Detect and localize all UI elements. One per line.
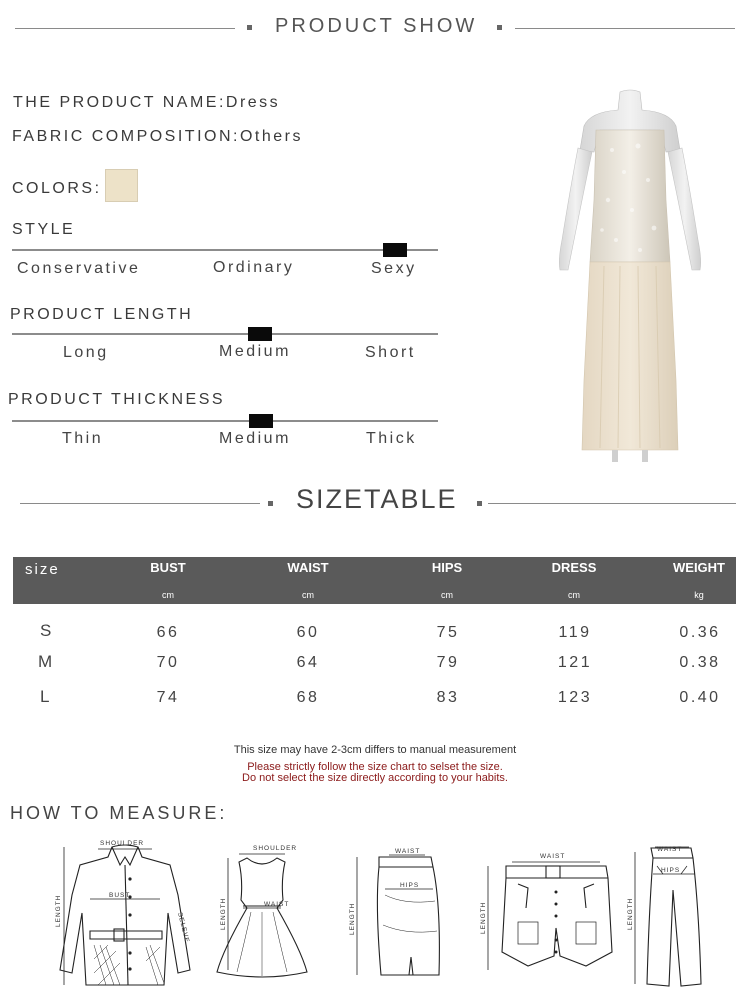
unit-hips: cm (441, 590, 453, 600)
shorts-diagram (478, 848, 613, 973)
sizetable-title: SIZETABLE (296, 484, 458, 514)
sizetable-right-dot (477, 501, 482, 506)
pants-length-label: LENGTH (627, 897, 634, 930)
col-waist: WAIST (287, 560, 329, 575)
style-option-ordinary: Ordinary (213, 259, 295, 276)
skirt-length-label: LENGTH (349, 902, 356, 935)
length-title: PRODUCT LENGTH (10, 306, 194, 323)
cell-dress: 123 (557, 689, 593, 706)
cell-waist: 64 (296, 654, 320, 671)
size-warning-2: Do not select the size directly according to your habits. (242, 772, 508, 784)
style-option-conservative: Conservative (17, 260, 141, 277)
col-weight: WEIGHT (673, 560, 725, 575)
product-photo (520, 80, 740, 470)
cell-waist: 68 (296, 689, 320, 706)
shorts-length-label: LENGTH (480, 901, 487, 934)
cell-weight: 0.38 (679, 654, 721, 671)
jacket-sleeve-label: SELEVE (176, 911, 191, 944)
thickness-title: PRODUCT THICKNESS (8, 391, 226, 408)
unit-weight: kg (694, 590, 704, 600)
style-option-sexy: Sexy (371, 260, 417, 277)
cell-bust: 70 (156, 654, 180, 671)
sizetable-right-rule (488, 503, 736, 504)
product-show-right-rule (515, 28, 735, 29)
cell-weight: 0.36 (679, 624, 721, 641)
jacket-length-label: LENGTH (55, 894, 62, 927)
cell-dress: 119 (558, 624, 592, 641)
thickness-scale-marker (249, 414, 273, 428)
col-hips: HIPS (431, 560, 463, 575)
col-dress: DRESS (551, 560, 597, 575)
pants-waist-label: WAIST (657, 846, 683, 853)
length-scale-marker (248, 327, 272, 341)
cell-size: L (40, 687, 52, 706)
cell-size: S (40, 621, 54, 640)
cell-size: M (38, 652, 55, 671)
product-show-left-rule (15, 28, 235, 29)
cell-bust: 66 (156, 624, 180, 641)
how-to-measure-title: HOW TO MEASURE: (10, 803, 228, 823)
thickness-option-thin: Thin (62, 430, 104, 447)
measurement-note: This size may have 2-3cm differs to manual measurement (233, 744, 517, 756)
sizetable-left-rule (20, 503, 260, 504)
style-scale-marker (383, 243, 407, 257)
fabric-label: FABRIC COMPOSITION: (12, 128, 240, 145)
cell-weight: 0.40 (679, 689, 721, 706)
unit-dress: cm (568, 590, 580, 600)
cell-dress: 121 (557, 654, 593, 671)
dress-diagram (215, 840, 310, 985)
unit-waist: cm (302, 590, 314, 600)
jacket-diagram (50, 835, 200, 995)
color-swatch[interactable] (105, 169, 138, 202)
skirt-waist-label: WAIST (395, 848, 421, 855)
style-title: STYLE (12, 221, 76, 238)
size-warning-1: Please strictly follow the size chart to selset the size. (247, 761, 503, 773)
length-scale-line (12, 333, 438, 335)
fabric-value: Others (239, 128, 303, 145)
pants-diagram (625, 840, 705, 990)
cell-hips: 79 (436, 654, 460, 671)
thickness-option-medium: Medium (219, 430, 291, 447)
jacket-shoulder-label: SHOULDER (100, 840, 145, 847)
col-size: size (25, 561, 60, 578)
shorts-waist-label: WAIST (540, 853, 566, 860)
length-option-short: Short (365, 344, 416, 361)
product-name-value: Dress (225, 94, 281, 111)
length-option-long: Long (63, 344, 109, 361)
product-show-right-dot (497, 25, 502, 30)
product-name-label: THE PRODUCT NAME: (13, 94, 226, 111)
skirt-hips-label: HIPS (400, 882, 420, 889)
skirt-diagram (345, 845, 445, 985)
cell-hips: 75 (436, 624, 460, 641)
style-scale-line (12, 249, 438, 251)
length-option-medium: Medium (219, 343, 291, 360)
size-table-header (13, 557, 736, 604)
dress-length-label: LENGTH (220, 897, 227, 930)
pants-hips-label: HIPS (661, 867, 681, 874)
cell-hips: 83 (436, 689, 460, 706)
unit-bust: cm (162, 590, 174, 600)
product-show-left-dot (247, 25, 252, 30)
colors-label: COLORS: (12, 180, 102, 197)
jacket-bust-label: BUST (109, 892, 131, 899)
product-name (13, 94, 280, 112)
product-show-title: PRODUCT SHOW (275, 15, 478, 37)
col-bust: BUST (150, 560, 186, 575)
thickness-scale-line (12, 420, 438, 422)
sizetable-left-dot (268, 501, 273, 506)
thickness-option-thick: Thick (366, 430, 417, 447)
cell-waist: 60 (296, 624, 320, 641)
dress-waist-label: WAIST (264, 901, 290, 908)
fabric-composition (12, 128, 303, 146)
cell-bust: 74 (156, 689, 180, 706)
dress-shoulder-label: SHOULDER (253, 845, 298, 852)
